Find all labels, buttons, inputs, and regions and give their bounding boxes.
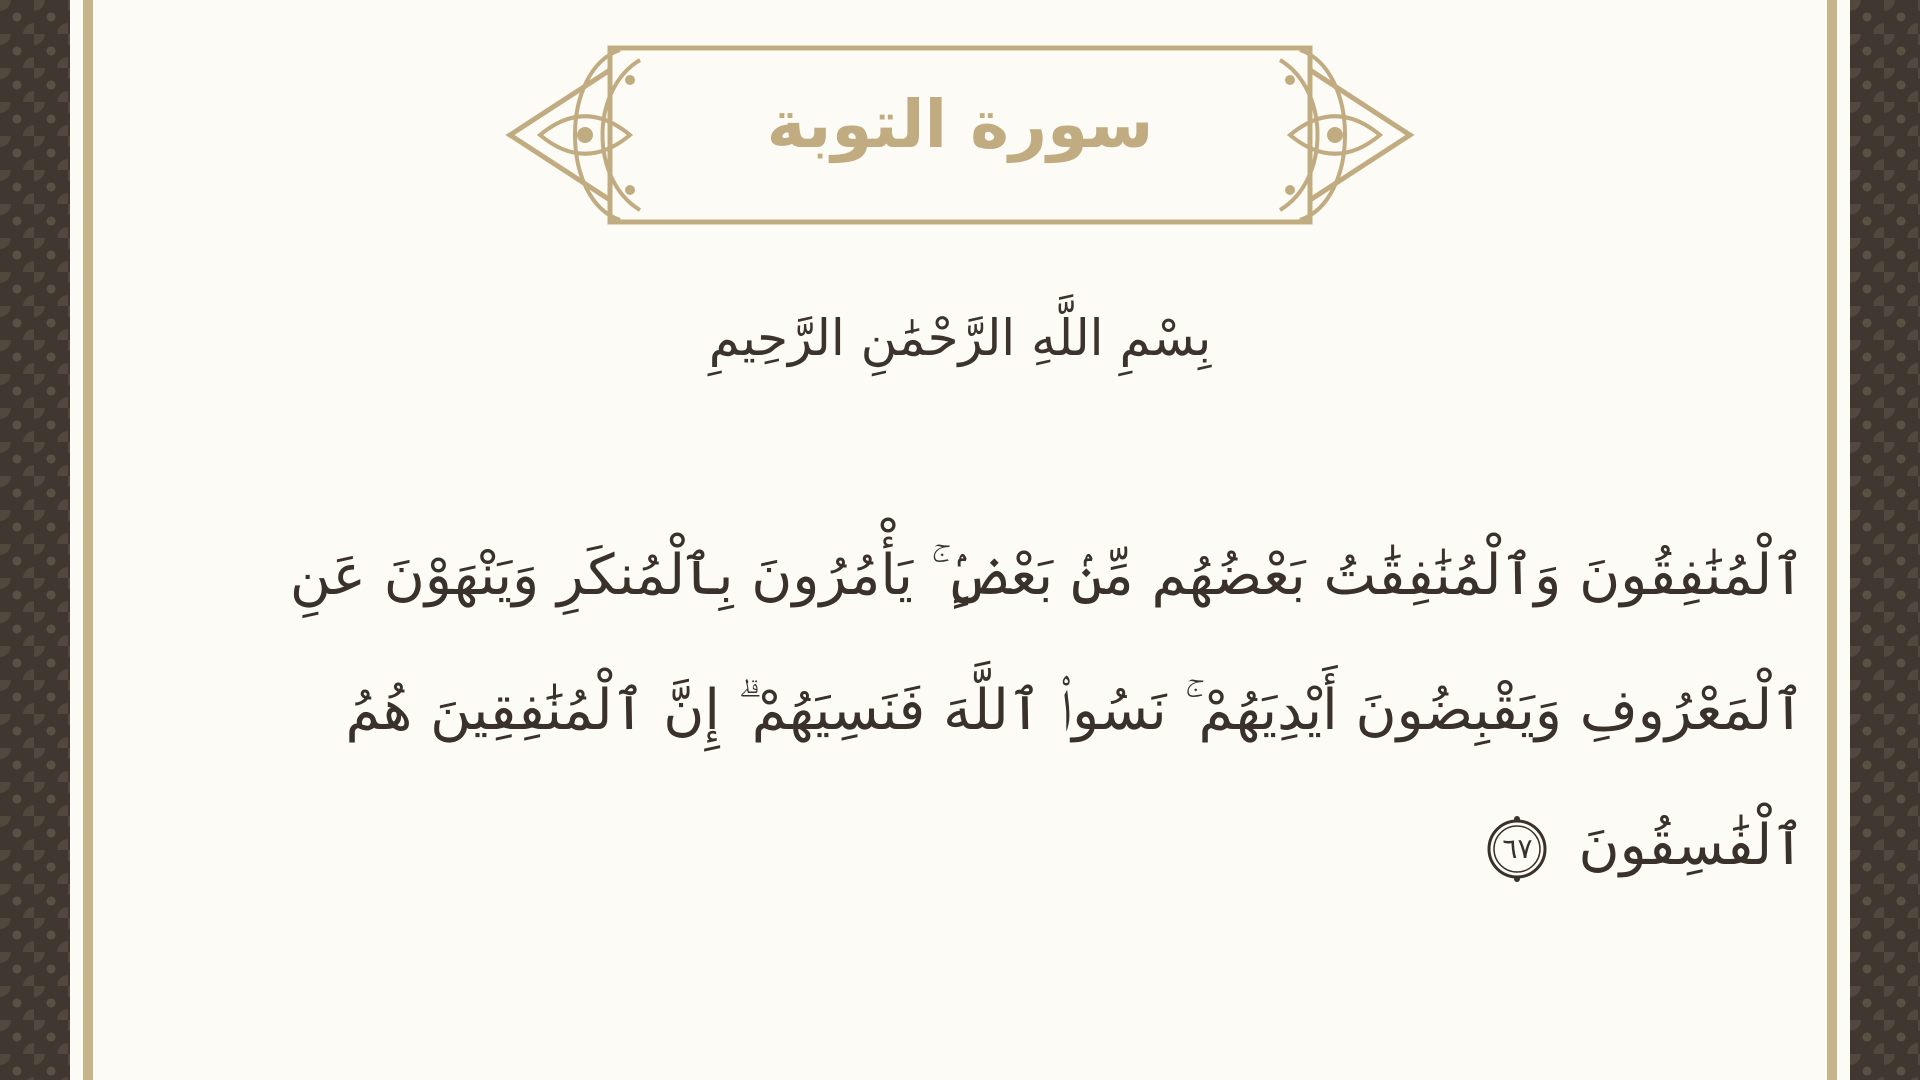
surah-title: سورة التوبة [766, 86, 1154, 163]
verse-text [125, 508, 1805, 913]
ayah-number: ٦٧ [1502, 831, 1533, 865]
left-ornamental-border [0, 0, 70, 1080]
left-gold-rule [83, 0, 93, 1080]
verse-line-2: ٱلْمَعْرُوفِ وَيَقْبِضُونَ أَيْدِيَهُمْ ۚ نَسُوا۟ ٱللَّهَ فَنَسِيَهُمْ ۗ إِنَّ ٱلْمُنَٰفِقِينَ هُمُ [345, 678, 1805, 743]
surah-title-cartouche [500, 40, 1420, 230]
right-gold-rule [1827, 0, 1837, 1080]
right-ornamental-border [1850, 0, 1920, 1080]
ayah-end-marker [1484, 816, 1550, 882]
verse-line-3-text: ٱلْفَٰسِقُونَ [1578, 813, 1805, 878]
verse-line-3 [125, 778, 1805, 913]
verse-line-1: ٱلْمُنَٰفِقُونَ وَٱلْمُنَٰفِقَٰتُ بَعْضُهُم مِّنۢ بَعْضٍۢ ۚ يَأْمُرُونَ بِٱلْمُنكَرِ وَيَنْهَوْنَ عَنِ [289, 543, 1805, 608]
basmala: بِسْمِ اللَّهِ الرَّحْمَٰنِ الرَّحِيمِ [708, 309, 1212, 367]
